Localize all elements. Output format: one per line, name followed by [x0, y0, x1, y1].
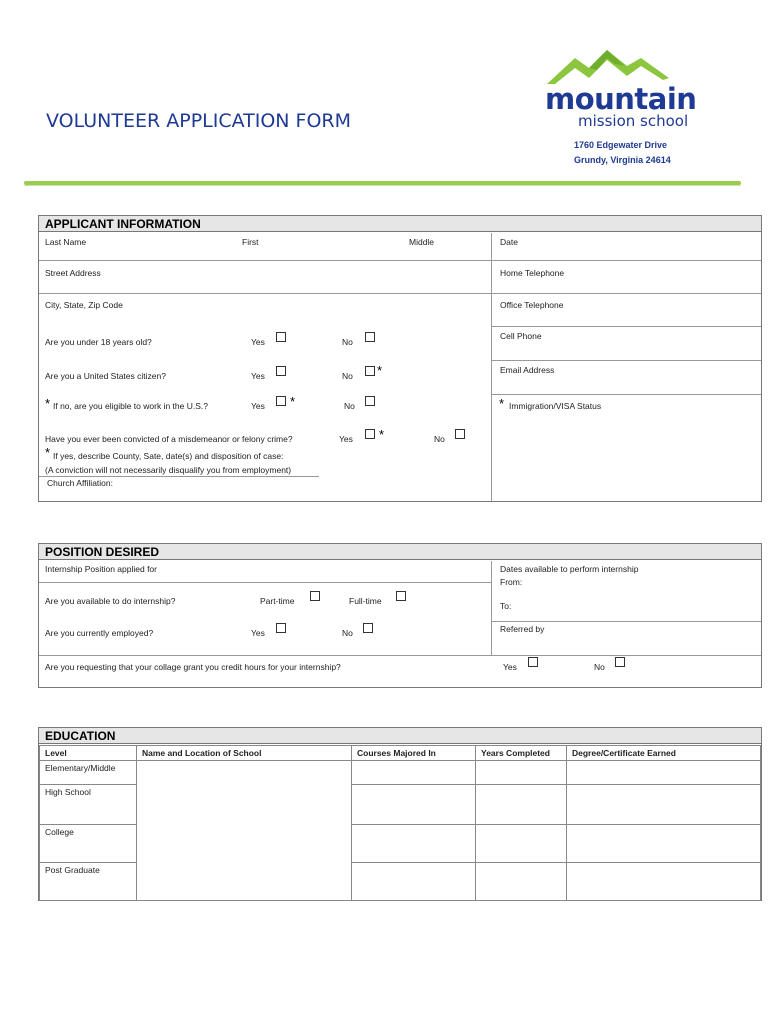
under-18-yes-label: Yes [251, 337, 265, 347]
education-header-row [40, 746, 761, 761]
internship-position-label: Internship Position applied for [45, 564, 157, 574]
applicant-information-section [38, 215, 762, 502]
level-post-graduate: Post Graduate [40, 863, 137, 901]
column-header-degree: Degree/Certificate Earned [567, 746, 761, 761]
conviction-no-label: No [434, 434, 445, 444]
asterisk-mark: * [45, 396, 51, 411]
part-time-checkbox[interactable] [310, 591, 320, 601]
credit-yes-checkbox[interactable] [528, 657, 538, 667]
level-high-school: High School [40, 785, 137, 825]
row-divider [491, 360, 761, 361]
courses-cell[interactable] [352, 863, 476, 901]
conviction-yes-checkbox[interactable] [365, 429, 375, 439]
employed-yes-checkbox[interactable] [276, 623, 286, 633]
dates-available-label: Dates available to perform internship [500, 564, 639, 574]
employed-no-checkbox[interactable] [363, 623, 373, 633]
level-college: College [40, 825, 137, 863]
credit-yes-label: Yes [503, 662, 517, 672]
row-divider [39, 476, 319, 477]
under-18-no-label: No [342, 337, 353, 347]
address-line-1: 1760 Edgewater Drive [574, 140, 668, 150]
position-section-heading: POSITION DESIRED [39, 544, 761, 560]
to-label: To: [500, 601, 512, 611]
describe-case-label: If yes, describe County, Sate, date(s) and disposition of case: [53, 451, 284, 461]
asterisk-mark: * [379, 427, 385, 442]
under-18-question: Are you under 18 years old? [45, 337, 152, 347]
eligible-yes-label: Yes [251, 401, 265, 411]
column-header-level: Level [40, 746, 137, 761]
office-telephone-label: Office Telephone [500, 300, 564, 310]
mountain-logo-icon [545, 44, 705, 86]
logo-subtitle: mission school [578, 112, 689, 130]
column-header-school: Name and Location of School [137, 746, 352, 761]
years-cell[interactable] [476, 863, 567, 901]
eligible-no-label: No [344, 401, 355, 411]
cell-phone-label: Cell Phone [500, 331, 542, 341]
courses-cell[interactable] [352, 825, 476, 863]
under-18-no-checkbox[interactable] [365, 332, 375, 342]
citizen-yes-checkbox[interactable] [276, 366, 286, 376]
courses-cell[interactable] [352, 785, 476, 825]
years-cell[interactable] [476, 761, 567, 785]
courses-cell[interactable] [352, 761, 476, 785]
conviction-no-checkbox[interactable] [455, 429, 465, 439]
email-address-label: Email Address [500, 365, 555, 375]
available-question: Are you available to do internship? [45, 596, 176, 606]
degree-cell[interactable] [567, 761, 761, 785]
citizen-no-checkbox[interactable] [365, 366, 375, 376]
row-divider [39, 582, 491, 583]
conviction-yes-label: Yes [339, 434, 353, 444]
applicant-section-heading: APPLICANT INFORMATION [39, 216, 761, 232]
degree-cell[interactable] [567, 785, 761, 825]
level-elementary: Elementary/Middle [40, 761, 137, 785]
immigration-status-label: Immigration/VISA Status [509, 401, 602, 411]
column-header-courses: Courses Majored In [352, 746, 476, 761]
education-table [39, 745, 761, 901]
years-cell[interactable] [476, 785, 567, 825]
row-divider [491, 326, 761, 327]
asterisk-mark: * [290, 394, 296, 409]
row-divider [39, 293, 761, 294]
credit-no-checkbox[interactable] [615, 657, 625, 667]
conviction-question: Have you ever been convicted of a misdemeanor or felony crime? [45, 434, 293, 444]
years-cell[interactable] [476, 825, 567, 863]
header-divider-shadow [24, 185, 741, 186]
asterisk-mark: * [45, 445, 51, 460]
school-cell[interactable] [137, 761, 352, 901]
eligible-no-checkbox[interactable] [365, 396, 375, 406]
part-time-label: Part-time [260, 596, 295, 606]
education-section [38, 727, 762, 901]
row-divider [39, 655, 761, 656]
row-divider [491, 394, 761, 395]
eligible-question: If no, are you eligible to work in the U.S.? [53, 401, 208, 411]
home-telephone-label: Home Telephone [500, 268, 565, 278]
referred-by-label: Referred by [500, 624, 545, 634]
church-affiliation-label: Church Affiliation: [47, 478, 113, 488]
employed-question: Are you currently employed? [45, 628, 154, 638]
column-divider [491, 233, 492, 501]
eligible-yes-checkbox[interactable] [276, 396, 286, 406]
full-time-label: Full-time [349, 596, 382, 606]
column-divider [491, 561, 492, 655]
row-divider [491, 621, 761, 622]
credit-hours-question: Are you requesting that your collage grant you credit hours for your internship? [45, 662, 341, 672]
middle-name-label: Middle [409, 237, 435, 247]
logo-wordmark: mountain [545, 82, 697, 116]
date-label: Date [500, 237, 518, 247]
asterisk-mark: * [499, 396, 505, 411]
citizen-question: Are you a United States citizen? [45, 371, 166, 381]
column-header-years: Years Completed [476, 746, 567, 761]
last-name-label: Last Name [45, 237, 87, 247]
first-name-label: First [242, 237, 259, 247]
degree-cell[interactable] [567, 863, 761, 901]
asterisk-mark: * [377, 363, 383, 378]
under-18-yes-checkbox[interactable] [276, 332, 286, 342]
full-time-checkbox[interactable] [396, 591, 406, 601]
employed-yes-label: Yes [251, 628, 265, 638]
address-line-2: Grundy, Virginia 24614 [574, 155, 671, 165]
position-desired-section [38, 543, 762, 688]
from-label: From: [500, 577, 523, 587]
credit-no-label: No [594, 662, 605, 672]
conviction-note: (A conviction will not necessarily disqualify you from employment) [45, 465, 292, 475]
citizen-no-label: No [342, 371, 353, 381]
street-address-label: Street Address [45, 268, 101, 278]
table-row [40, 761, 761, 785]
education-section-heading: EDUCATION [39, 728, 761, 744]
city-state-zip-label: City, State, Zip Code [45, 300, 123, 310]
employed-no-label: No [342, 628, 353, 638]
form-title: VOLUNTEER APPLICATION FORM [46, 110, 352, 132]
row-divider [39, 260, 761, 261]
citizen-yes-label: Yes [251, 371, 265, 381]
degree-cell[interactable] [567, 825, 761, 863]
